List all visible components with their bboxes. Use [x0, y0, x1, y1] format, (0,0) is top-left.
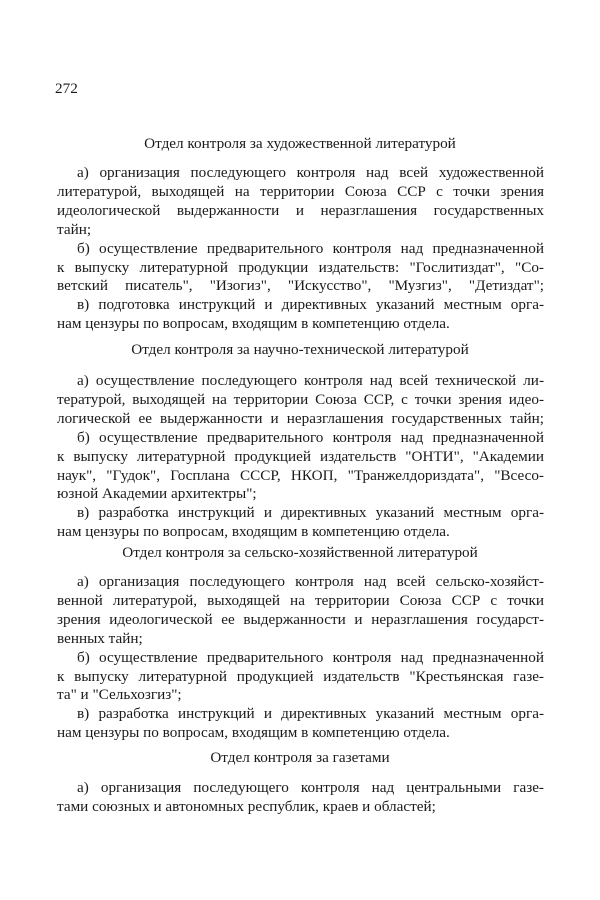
section-body-technical: [57, 372, 544, 542]
text-line: ветский писатель", "Изогиз", "Искусство", "Музгиз", "Детиздат";: [57, 277, 544, 295]
text-line: к выпуску литературной продукцией издательств "ОНТИ", "Академии: [57, 447, 544, 465]
text-line: идеологической выдержанности и неразглашения государственных: [57, 201, 544, 219]
text-line: логической ее выдержанности и неразглашения государственных тайн;: [57, 409, 544, 427]
text-line: литературой, выходящей на территории Союза ССР с точки зрения: [57, 182, 544, 200]
text-line: к выпуску литературной продукции издательств: "Гослитиздат", "Со-: [57, 258, 544, 276]
text-line: нам цензуры по вопросам, входящим в компетенцию отдела.: [57, 523, 450, 541]
text-line: тами союзных и автономных республик, краев и областей;: [57, 797, 436, 815]
text-line: б) осуществление предварительного контроля над предназначенной: [77, 239, 544, 257]
text-line: юзной Академии архитектры";: [57, 485, 257, 503]
text-line: та" и "Сельхозгиз";: [57, 686, 182, 704]
text-line: а) организация последующего контроля над всей художественной: [77, 164, 544, 181]
text-line: б) осуществление предварительного контроля над предназначенной: [77, 648, 544, 666]
text-line: в) разработка инструкций и директивных указаний местным орга-: [77, 705, 544, 723]
section-title-fiction: Отдел контроля за художественной литературой: [144, 135, 456, 152]
text-line: тайн;: [57, 220, 92, 238]
section-body-fiction: [57, 164, 544, 334]
section-body-agricultural: [57, 573, 544, 743]
page-number: 272: [55, 80, 78, 97]
text-line: к выпуску литературной продукцией издательств "Крестьянская газе-: [57, 667, 544, 685]
section-title-agricultural: Отдел контроля за сельско-хозяйственной литературой: [122, 544, 478, 561]
section-title-technical: Отдел контроля за научно-технической литературой: [131, 341, 469, 358]
text-line: в) подготовка инструкций и директивных указаний местным орга-: [77, 296, 544, 314]
text-line: а) осуществление последующего контроля над всей технической ли-: [77, 372, 544, 389]
text-line: б) осуществление предварительного контроля над предназначенной: [77, 428, 544, 446]
text-line: а) организация последующего контроля над центральными газе-: [77, 779, 544, 796]
text-line: нам цензуры по вопросам, входящим в компетенцию отдела.: [57, 315, 450, 333]
text-line: тературой, выходящей на территории Союза ССР, с точки зрения идео-: [57, 390, 544, 408]
text-line: нам цензуры по вопросам, входящим в компетенцию отдела.: [57, 724, 450, 742]
section-title-newspapers: Отдел контроля за газетами: [210, 749, 390, 766]
text-line: венной литературой, выходящей на территории Союза ССР с точки: [57, 591, 544, 609]
text-line: зрения идеологической ее выдержанности и неразглашения государст-: [57, 610, 544, 628]
text-line: наук", "Гудок", Госплана СССР, НКОП, "Транжелдориздата", "Всесо-: [57, 466, 544, 484]
text-line: а) организация последующего контроля над всей сельско-хозяйст-: [77, 573, 544, 590]
text-line: венных тайн;: [57, 629, 143, 647]
section-body-newspapers: [57, 779, 544, 817]
text-line: в) разработка инструкций и директивных указаний местным орга-: [77, 504, 544, 522]
